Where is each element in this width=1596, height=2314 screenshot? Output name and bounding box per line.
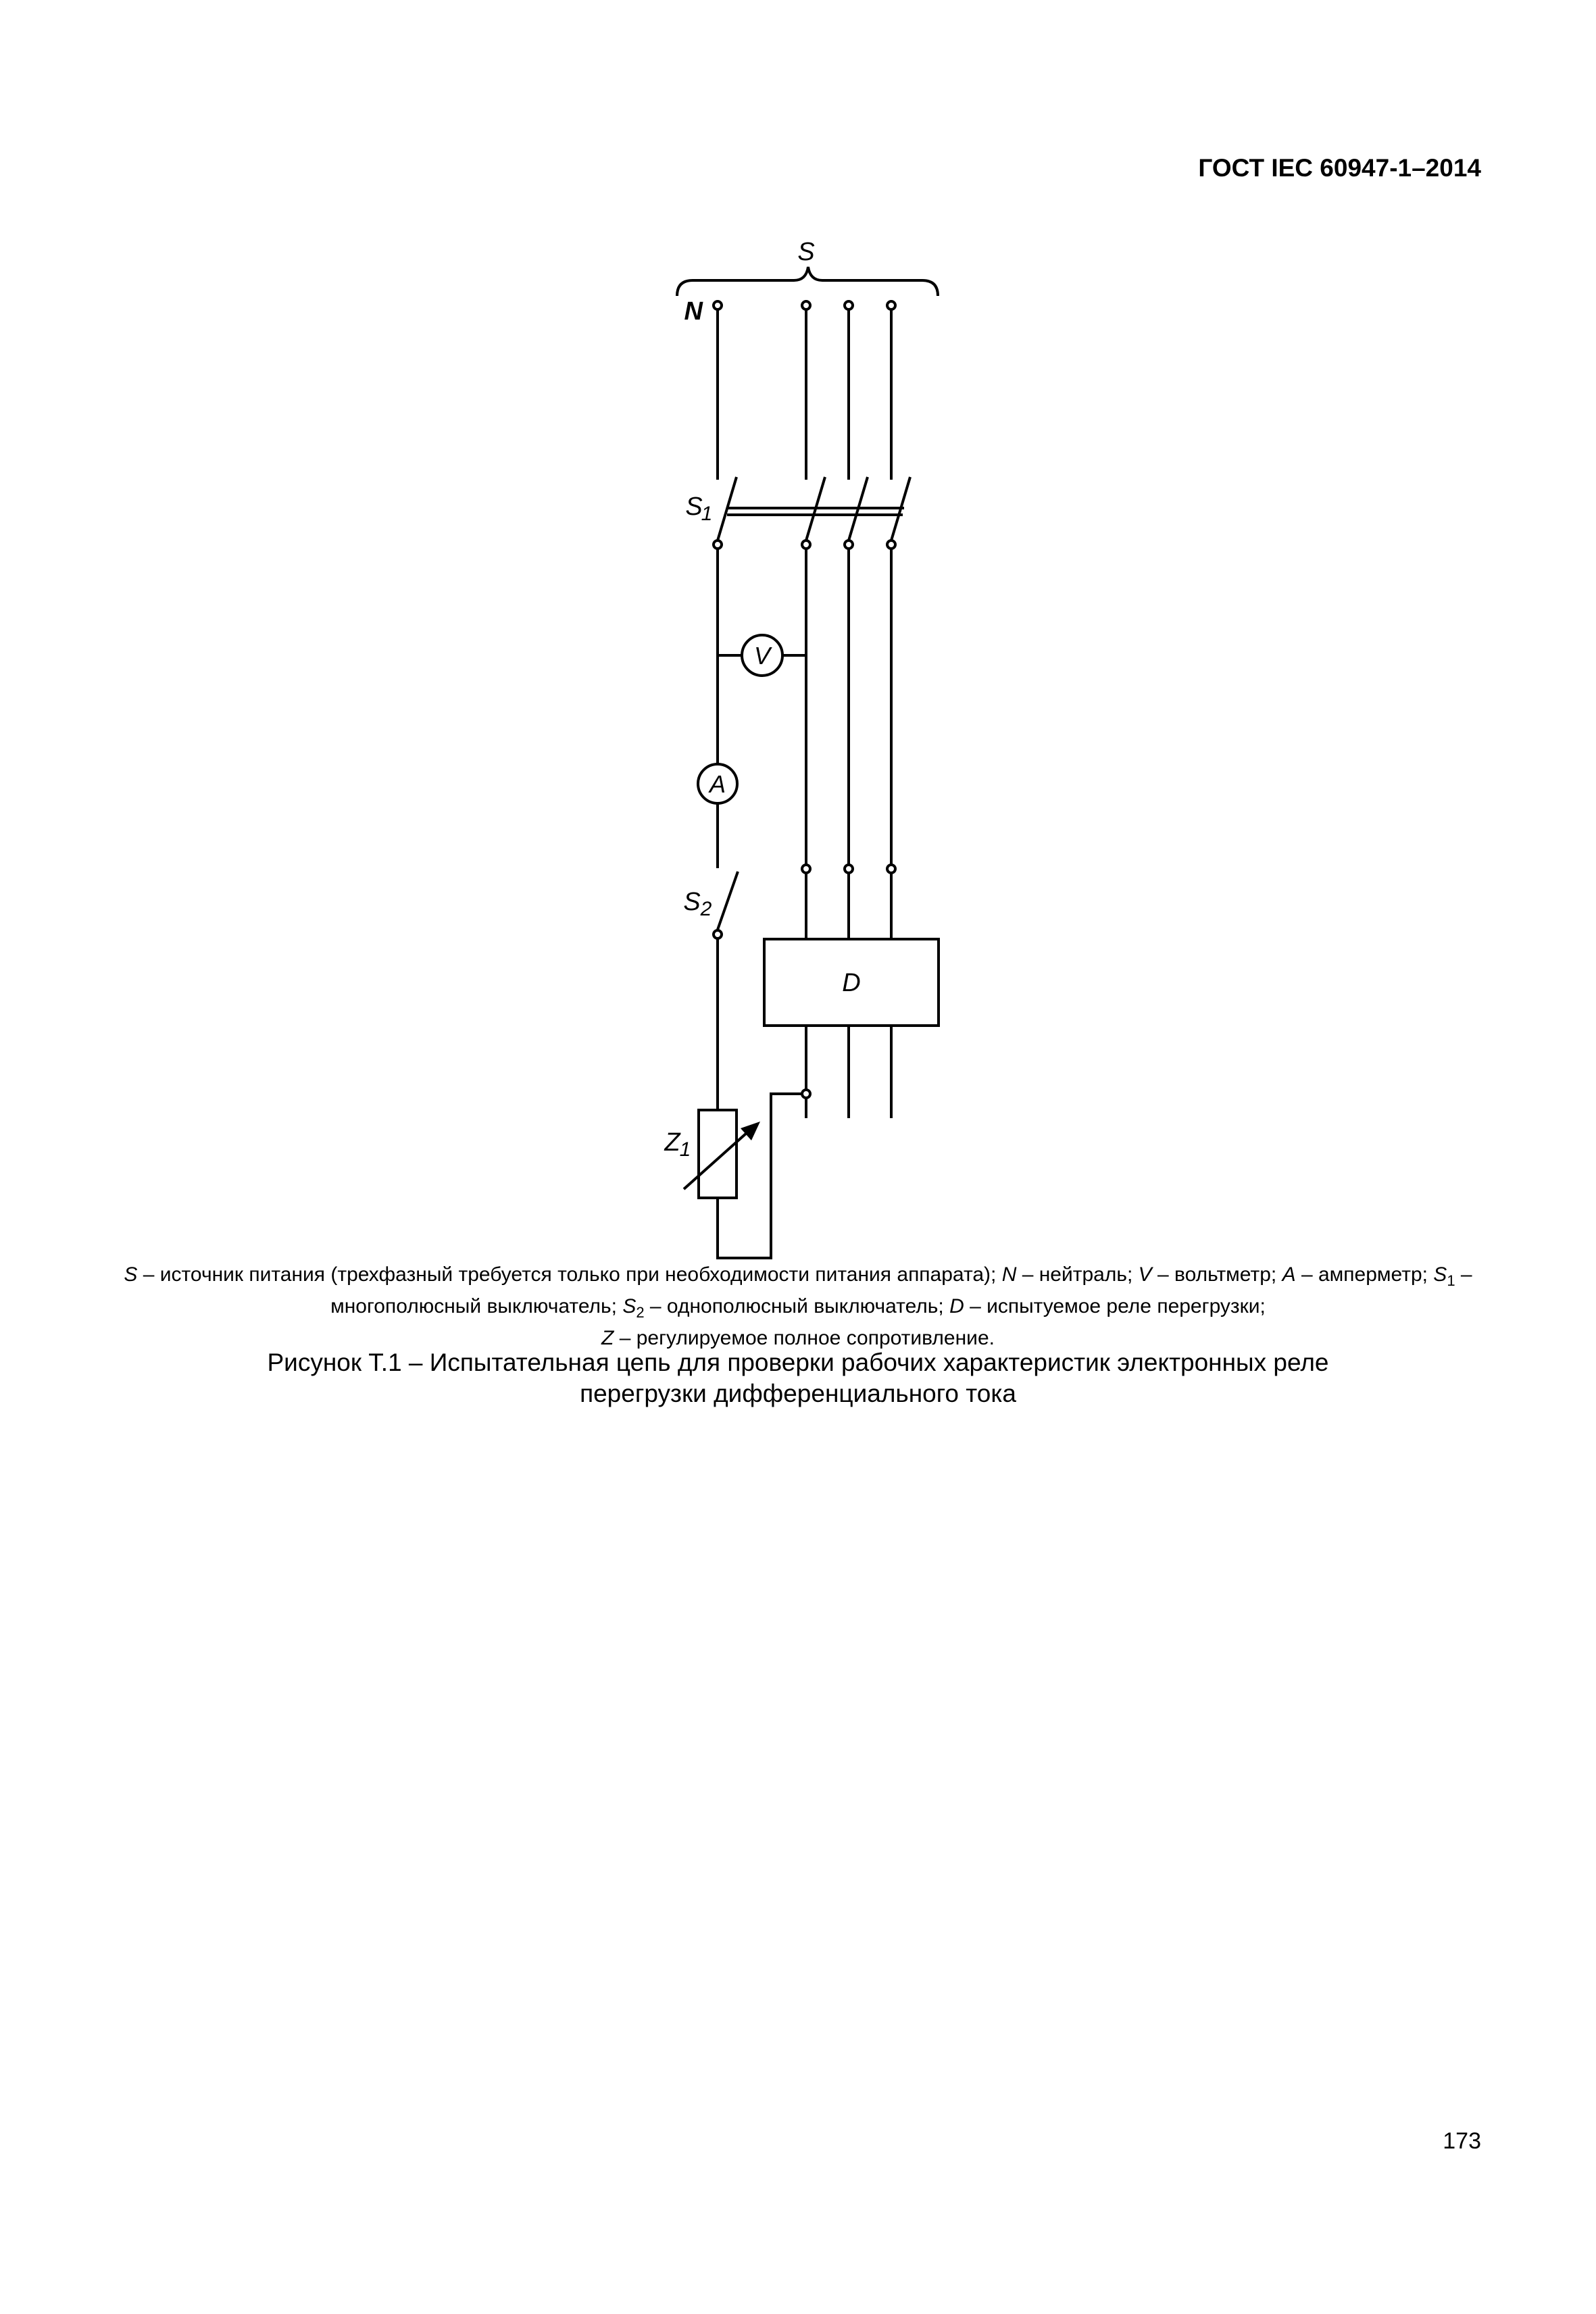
legend-text: – амперметр; <box>1295 1263 1434 1286</box>
terminal-device-in-l2 <box>845 865 853 873</box>
legend-symbol: S <box>1433 1263 1447 1286</box>
impedance-z1-arrow <box>684 1127 753 1189</box>
label-s2: S <box>683 888 701 916</box>
impedance-z1-arrowhead <box>741 1122 760 1140</box>
legend-symbol: A <box>1282 1263 1296 1286</box>
legend-text: – регулируемое полное сопротивление. <box>614 1327 995 1349</box>
legend-symbol: Z <box>601 1327 614 1349</box>
legend-symbol: N <box>1001 1263 1017 1286</box>
figure-legend <box>101 1262 1495 1351</box>
legend-subscript: 2 <box>636 1304 645 1321</box>
legend-symbol: S <box>124 1263 138 1286</box>
legend-text: – источник питания (трехфазный требуется только при необходимости питания аппарата); <box>137 1263 1002 1286</box>
switch-s2-blade <box>718 872 738 930</box>
terminal-neutral <box>714 301 722 309</box>
label-ammeter: A <box>709 770 726 798</box>
impedance-z1-symbol <box>699 1110 737 1198</box>
label-s2-sub: 2 <box>700 898 712 920</box>
label-s1-sub: 1 <box>701 503 713 525</box>
terminal-s1-l1 <box>802 540 810 549</box>
terminal-device-in-l1 <box>802 865 810 873</box>
figure-caption <box>101 1347 1495 1409</box>
legend-symbol: S <box>622 1295 637 1317</box>
page-number: 173 <box>1443 2128 1481 2154</box>
terminal-l3 <box>887 301 895 309</box>
caption-line-1: Рисунок Т.1 – Испытательная цепь для проверки рабочих характеристик электронных реле <box>267 1349 1329 1376</box>
legend-text: – многополюсный выключатель; <box>330 1263 1472 1317</box>
terminal-device-in-l3 <box>887 865 895 873</box>
source-brace <box>677 267 938 296</box>
legend-symbol: D <box>949 1295 964 1317</box>
label-z1-sub: 1 <box>679 1138 691 1161</box>
terminal-s1-l3 <box>887 540 895 549</box>
caption-line-2: перегрузки дифференциального тока <box>580 1380 1016 1407</box>
label-source: S <box>797 238 815 266</box>
standard-designation: ГОСТ IEC 60947-1–2014 <box>1198 154 1481 182</box>
legend-text: – однополюсный выключатель; <box>644 1295 950 1317</box>
label-z1: Z <box>664 1128 680 1157</box>
terminal-device-out-l1 <box>802 1090 810 1098</box>
terminal-s1-l2 <box>845 540 853 549</box>
wire-return-loop <box>718 1094 802 1258</box>
label-device: D <box>842 969 861 997</box>
legend-subscript: 1 <box>1447 1272 1455 1289</box>
legend-text: – вольтметр; <box>1151 1263 1282 1286</box>
terminal-l1 <box>802 301 810 309</box>
terminal-l2 <box>845 301 853 309</box>
terminal-s2 <box>714 930 722 938</box>
label-s1: S <box>685 493 703 521</box>
terminal-s1-n <box>714 540 722 549</box>
legend-text: – нейтраль; <box>1016 1263 1139 1286</box>
label-voltmeter: V <box>753 642 771 670</box>
legend-symbol: V <box>1138 1263 1152 1286</box>
label-neutral: N <box>684 297 703 326</box>
legend-text: – испытуемое реле перегрузки; <box>964 1295 1266 1317</box>
